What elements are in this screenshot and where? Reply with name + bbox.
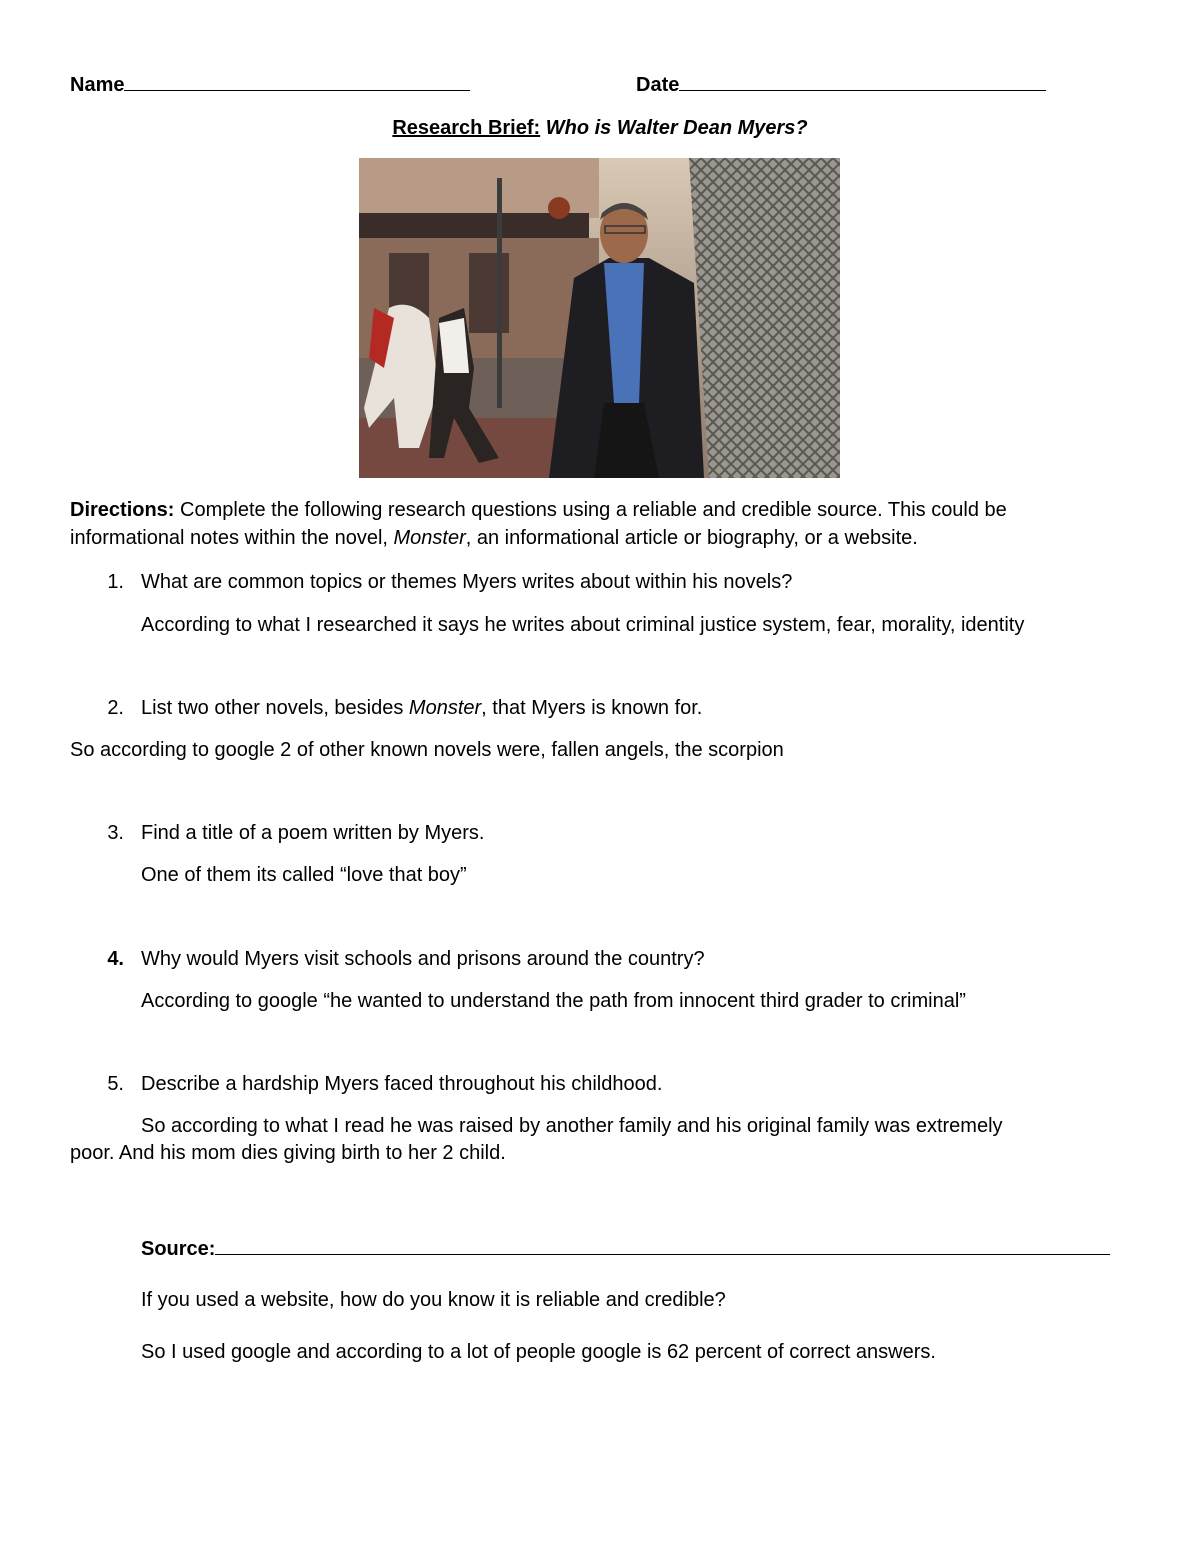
question-3-text: Find a title of a poem written by Myers. bbox=[141, 822, 485, 844]
question-number: 5. bbox=[107, 1073, 124, 1095]
source-answer: So I used google and according to a lot of people google is 62 percent of correct answers. bbox=[141, 1341, 936, 1363]
source-question: If you used a website, how do you know it is reliable and credible? bbox=[141, 1289, 726, 1311]
question-1-text: What are common topics or themes Myers writes about within his novels? bbox=[141, 571, 793, 593]
date-label: Date bbox=[636, 74, 680, 96]
directions-text-2: informational notes within the novel, bbox=[70, 527, 394, 549]
question-4-answer: According to google “he wanted to understand the path from innocent third grader to criminal” bbox=[141, 990, 966, 1012]
question-2-text bbox=[141, 697, 702, 720]
directions bbox=[70, 499, 1007, 522]
directions-text-3: , an informational article or biography, or a website. bbox=[465, 527, 918, 549]
date-field bbox=[636, 72, 1046, 97]
question-2-novel: Monster bbox=[408, 697, 482, 719]
name-blank-line bbox=[124, 72, 470, 91]
question-5-answer-line-2: poor. And his mom dies giving birth to her 2 child. bbox=[70, 1142, 506, 1164]
name-label: Name bbox=[70, 74, 125, 96]
question-number: 1. bbox=[107, 571, 124, 593]
question-2-text-b: , that Myers is known for. bbox=[481, 697, 703, 719]
title-prefix: Research Brief: bbox=[392, 117, 541, 139]
question-5-answer-line-1: So according to what I read he was raised by another family and his original family was extremely bbox=[141, 1115, 1003, 1137]
question-number: 3. bbox=[107, 822, 124, 844]
page-title bbox=[0, 117, 1200, 140]
directions-text-1: Complete the following research questions using a reliable and credible source. This could be bbox=[174, 499, 1007, 521]
question-number: 2. bbox=[107, 697, 124, 719]
question-3-answer: One of them its called “love that boy” bbox=[141, 864, 467, 886]
question-number: 4. bbox=[107, 948, 124, 970]
source-label: Source: bbox=[141, 1238, 216, 1260]
date-blank-line bbox=[679, 72, 1046, 91]
name-field bbox=[70, 72, 470, 97]
directions-label: Directions: bbox=[70, 499, 175, 521]
question-1-answer: According to what I researched it says he writes about criminal justice system, fear, morality, identity bbox=[141, 614, 1025, 636]
source-blank-line bbox=[215, 1236, 1110, 1255]
author-photo bbox=[359, 158, 840, 478]
directions-line-2 bbox=[70, 527, 918, 550]
title-subject: Who is Walter Dean Myers? bbox=[545, 117, 808, 139]
source-field bbox=[141, 1236, 1110, 1261]
question-4-text: Why would Myers visit schools and prisons around the country? bbox=[141, 948, 705, 970]
question-5-text: Describe a hardship Myers faced throughout his childhood. bbox=[141, 1073, 663, 1095]
question-2-text-a: List two other novels, besides bbox=[141, 697, 409, 719]
directions-novel: Monster bbox=[393, 527, 466, 549]
question-2-answer: So according to google 2 of other known novels were, fallen angels, the scorpion bbox=[70, 739, 784, 761]
